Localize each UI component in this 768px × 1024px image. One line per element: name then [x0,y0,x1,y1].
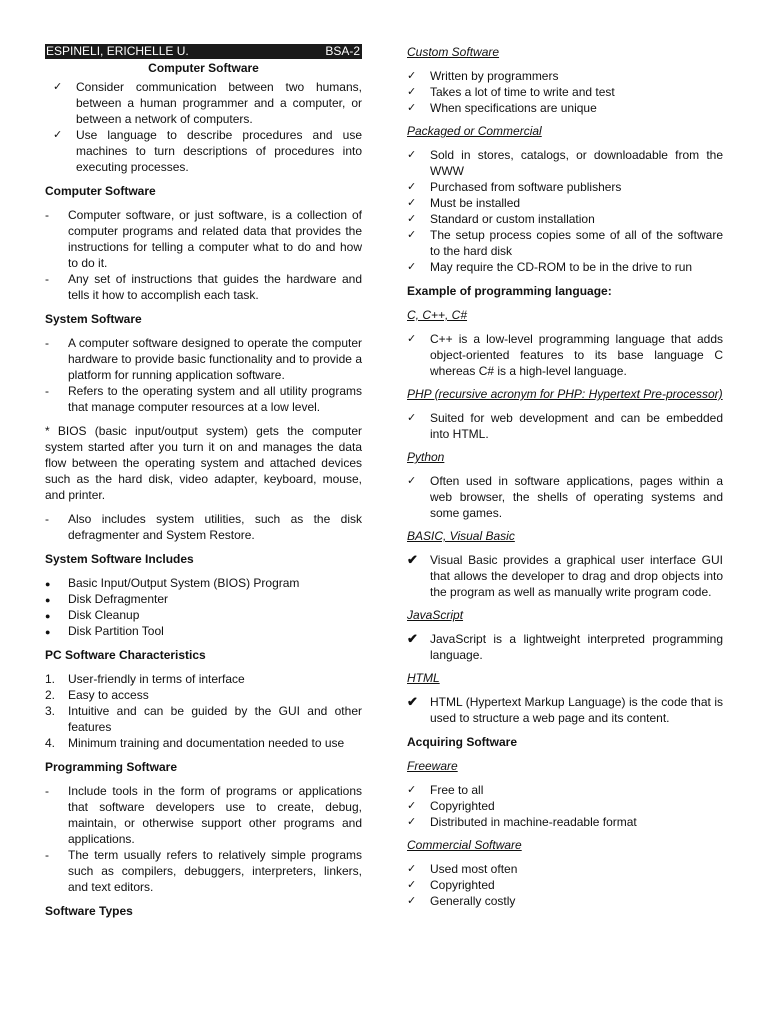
check-icon: ✓ [407,261,417,273]
list-item: - Refers to the operating system and all utility programs that manage computer resources at a low level. [45,384,362,414]
html-list [407,694,723,726]
list-item: - Also includes system utilities, such as the disk defragmenter and System Restore. [45,512,362,542]
list-item: ✓ Takes a lot of time to write and test [407,85,615,99]
dash-marker: - [45,272,49,286]
php-list [407,410,723,442]
list-item: - The term usually refers to relatively simple programs such as compilers, debuggers, interpreters, linkers, and text editors. [45,848,362,894]
header-banner [45,44,362,59]
list-item: - Include tools in the form of programs or applications that software developers use to create, debug, maintain, or otherwise support other programs and applications. [45,784,362,846]
list-item: ✔ JavaScript is a lightweight interpreted programming language. [407,631,723,662]
list-item: - Computer software, or just software, is a collection of computer programs and related data that provides the instructions for telling a computer what to do and how to do it. [45,208,362,270]
system-software-list [45,335,362,415]
check-icon: ✓ [53,129,63,141]
list-item: ✓ When specifications are unique [407,101,597,115]
check-icon: ✔ [407,552,418,567]
check-icon: ✔ [407,631,418,646]
page-title: Computer Software [148,61,259,75]
intro-list [53,79,362,175]
subsection-heading: Packaged or Commercial [407,124,542,138]
list-item: ● Disk Partition Tool [45,624,164,638]
list-item: ✓ Copyrighted [407,799,495,813]
list-item: ● Disk Cleanup [45,608,140,622]
dash-marker: - [45,208,49,222]
right-column [407,44,723,909]
c-language-list [407,331,723,379]
check-icon: ✓ [407,333,417,345]
list-item: ✓ Copyrighted [407,878,495,892]
list-item: ✔ HTML (Hypertext Markup Language) is the code that is used to structure a web page and its content. [407,694,723,725]
list-item: ✓ May require the CD-ROM to be in the drive to run [407,260,693,274]
freeware-list [407,782,723,830]
list-item: ✔ Visual Basic provides a graphical user interface GUI that allows the developer to drag and drop objects into the program as well as manually write program code. [407,552,723,599]
student-name: ESPINELI, ERICHELLE U. [46,44,189,58]
dash-marker: - [45,336,49,350]
system-utilities-list [45,511,362,543]
number-marker: 3. [45,704,56,718]
check-icon: ✓ [407,86,417,98]
subsection-heading: Freeware [407,759,458,773]
list-item: ● Disk Defragmenter [45,592,169,606]
left-column [45,44,362,927]
list-item: ✓ The setup process copies some of all of the software to the hard disk [407,228,723,258]
list-item: - A computer software designed to operate the computer hardware to provide basic functionality and to provide a platform for running application software. [45,336,362,382]
dash-marker: - [45,384,49,398]
check-icon: ✓ [407,102,417,114]
bios-note: * BIOS (basic input/output system) gets the computer system started after you turn it on and manages the data flow between the operating system and attached devices such as the hard disk, video adapter, keyboard, mouse, and printer. [45,424,362,502]
list-item: ✓ Must be installed [407,196,521,210]
commercial-software-list [407,861,723,909]
subsection-heading: HTML [407,671,440,685]
number-marker: 2. [45,688,56,702]
check-icon: ✓ [407,879,417,891]
section-heading: PC Software Characteristics [45,648,206,662]
packaged-software-list [407,147,723,275]
list-item: 1. User-friendly in terms of interface [45,672,245,686]
check-icon: ✓ [407,181,417,193]
list-item: ✓ Suited for web development and can be embedded into HTML. [407,411,723,441]
visual-basic-list [407,552,723,600]
list-item: ✓ Purchased from software publishers [407,180,622,194]
check-icon: ✓ [407,784,417,796]
custom-software-list [407,68,723,116]
list-item: ✓ Written by programmers [407,69,559,83]
check-icon: ✓ [407,229,417,241]
section-heading: System Software [45,312,142,326]
bullet-icon: ● [45,595,51,605]
list-item: ✓ Standard or custom installation [407,212,595,226]
number-marker: 4. [45,736,56,750]
list-item: 3. Intuitive and can be guided by the GUI and other features [45,704,362,734]
subsection-heading: Custom Software [407,45,500,59]
list-item: 4. Minimum training and documentation needed to use [45,736,345,750]
check-icon: ✓ [407,800,417,812]
list-item: ● Basic Input/Output System (BIOS) Program [45,576,300,590]
subsection-heading: Python [407,450,445,464]
bullet-icon: ● [45,579,51,589]
section-heading: Programming Software [45,760,178,774]
check-icon: ✓ [407,213,417,225]
computer-software-list [45,207,362,303]
section-heading: Example of programming language: [407,284,612,298]
number-marker: 1. [45,672,56,686]
list-item: 2. Easy to access [45,688,149,702]
section-heading: System Software Includes [45,552,194,566]
list-item: - Any set of instructions that guides the hardware and tells it how to accomplish each task. [45,272,362,302]
check-icon: ✓ [53,81,63,93]
bullet-icon: ● [45,627,51,637]
check-icon: ✓ [407,475,417,487]
check-icon: ✔ [407,694,418,709]
subsection-heading: C, C++, C# [407,308,468,322]
dash-marker: - [45,784,49,798]
list-item: ✓ C++ is a low-level programming language that adds object-oriented features to its base language C whereas C# is a high-level language. [407,332,723,378]
check-icon: ✓ [407,412,417,424]
subsection-heading: JavaScript [407,608,464,622]
list-item: ✓ Used most often [407,862,518,876]
check-icon: ✓ [407,816,417,828]
python-list [407,473,723,521]
subsection-heading: PHP (recursive acronym for PHP: Hypertext Pre-processor) [407,387,723,401]
section-label: BSA-2 [325,44,360,58]
check-icon: ✓ [407,895,417,907]
dash-marker: - [45,512,49,526]
list-item: ✓ Often used in software applications, pages within a web browser, the shells of operating systems and some games. [407,474,723,520]
list-item: ✓ Sold in stores, catalogs, or downloadable from the WWW [407,148,723,178]
section-heading: Acquiring Software [407,735,518,749]
list-item: ✓ Consider communication between two humans, between a human programmer and a computer, or between a network of computers. [53,80,362,126]
section-heading: Computer Software [45,184,156,198]
section-heading: Software Types [45,904,133,918]
javascript-list [407,631,723,663]
list-item: ✓ Use language to describe procedures and use machines to turn descriptions of procedures into executing processes. [53,128,362,174]
bullet-icon: ● [45,611,51,621]
check-icon: ✓ [407,149,417,161]
list-item: ✓ Distributed in machine-readable format [407,815,637,829]
check-icon: ✓ [407,197,417,209]
pc-characteristics-list [45,671,362,751]
subsection-heading: Commercial Software [407,838,522,852]
programming-software-list [45,783,362,895]
list-item: ✓ Generally costly [407,894,516,908]
check-icon: ✓ [407,70,417,82]
check-icon: ✓ [407,863,417,875]
subsection-heading: BASIC, Visual Basic [407,529,515,543]
list-item: ✓ Free to all [407,783,484,797]
dash-marker: - [45,848,49,862]
system-software-includes-list [45,575,362,639]
